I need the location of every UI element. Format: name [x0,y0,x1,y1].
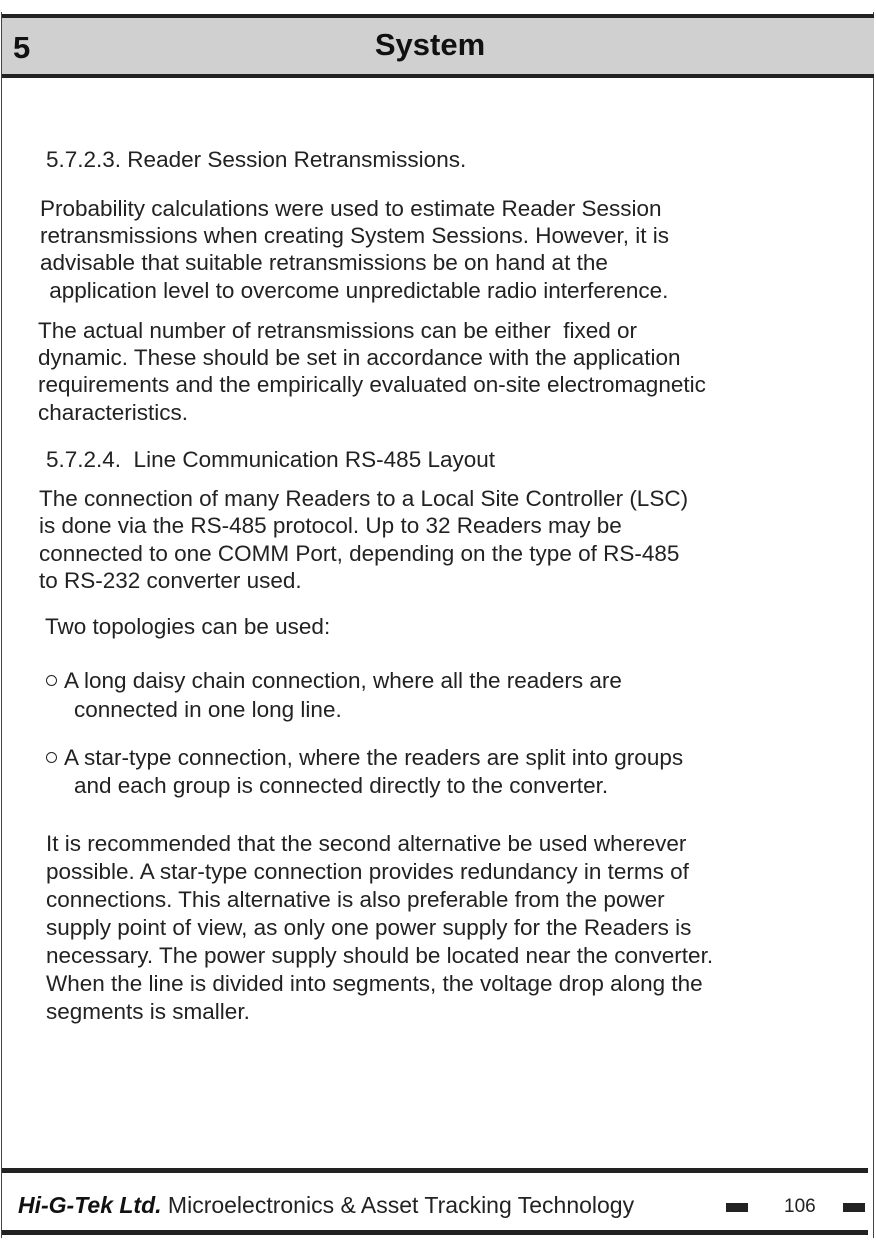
list-item [46,667,622,694]
topologies-intro: Two topologies can be used: [45,614,331,639]
footer-rule-top [2,1168,868,1173]
footer-rule-bottom [2,1230,868,1235]
paragraph-line: retransmissions when creating System Sessions. However, it is [40,223,669,248]
paragraph-line: dynamic. These should be set in accordance with the application [38,345,681,370]
page-title: System [374,27,486,62]
circle-bullet-icon [46,752,57,763]
paragraph-line: The actual number of retransmissions can be either fixed or [38,318,638,343]
section-heading-retransmissions: 5.7.2.3. Reader Session Retransmissions. [46,147,467,172]
chapter-number: 5 [13,30,31,65]
paragraph-line: connections. This alternative is also preferable from the power [46,887,665,912]
paragraph-line: When the line is divided into segments, the voltage drop along the [46,971,703,996]
paragraph-line: connected to one COMM Port, depending on the type of RS-485 [39,541,680,566]
paragraph-line: to RS-232 converter used. [39,568,302,593]
paragraph-line: requirements and the empirically evaluated on-site electromagnetic [38,372,706,397]
paragraph-line: Probability calculations were used to estimate Reader Session [40,196,662,221]
list-item-text: A star-type connection, where the readers are split into groups [64,745,684,770]
paragraph-line: possible. A star-type connection provides redundancy in terms of [46,859,689,884]
section-heading-rs485: 5.7.2.4. Line Communication RS-485 Layout [46,447,496,472]
list-item [46,744,683,771]
paragraph-line: advisable that suitable retransmissions be on hand at the [40,250,608,275]
footer-dash-right [843,1203,865,1212]
paragraph-line: application level to overcome unpredictable radio interference. [43,278,669,303]
paragraph-line: characteristics. [38,400,189,425]
company-name: Hi-G-Tek Ltd. [18,1192,162,1218]
list-item-continuation: and each group is connected directly to the converter. [74,773,609,798]
company-tagline: Microelectronics & Asset Tracking Technology [161,1192,635,1218]
paragraph-line: supply point of view, as only one power supply for the Readers is [46,915,692,940]
circle-bullet-icon [46,675,57,686]
paragraph-line: It is recommended that the second alternative be used wherever [46,831,687,856]
list-item-text: A long daisy chain connection, where all the readers are [64,668,622,693]
footer-dash-left [726,1203,748,1212]
page-number: 106 [784,1196,816,1217]
footer-text [18,1192,634,1219]
paragraph-line: necessary. The power supply should be located near the converter. [46,943,714,968]
paragraph-line: The connection of many Readers to a Local Site Controller (LSC) [39,486,689,511]
paragraph-line: segments is smaller. [46,999,250,1024]
paragraph-line: is done via the RS-485 protocol. Up to 32 Readers may be [39,513,622,538]
list-item-continuation: connected in one long line. [74,697,342,722]
